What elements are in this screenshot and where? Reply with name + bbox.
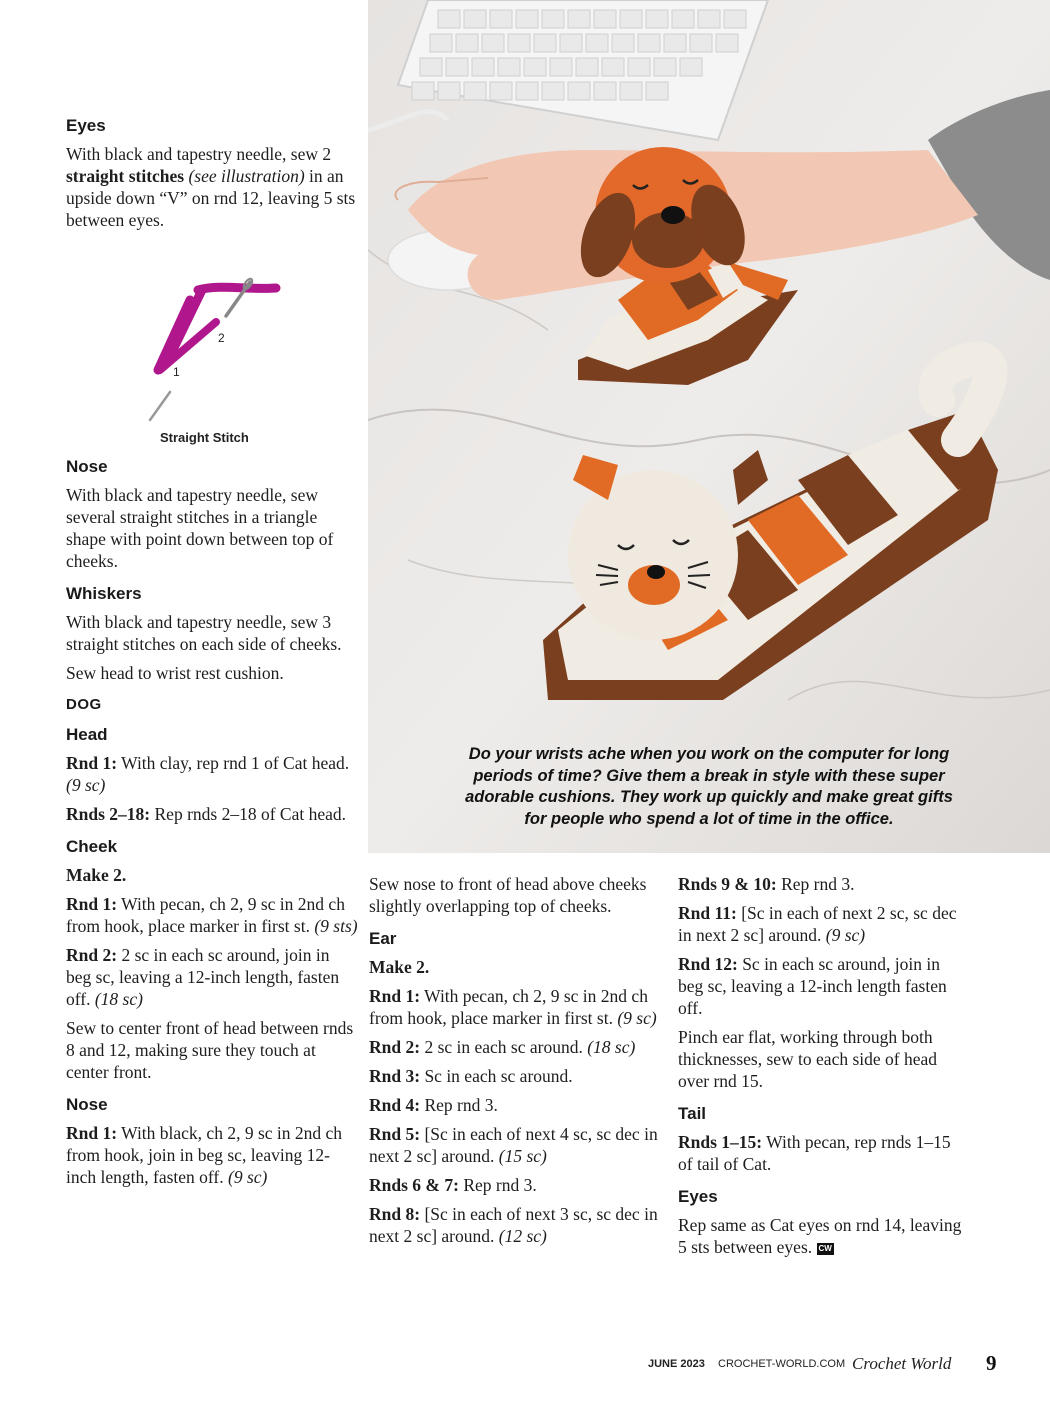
rnd-text: Sc in each sc around, join in beg sc, leaving a 12-inch length fasten off. <box>678 954 947 1018</box>
rnd-text: With pecan, rep rnds 1–15 of tail of Cat. <box>678 1132 951 1174</box>
middle-column <box>369 873 659 1254</box>
rnd-text: Rep rnd 3. <box>420 1095 498 1115</box>
eyes-text-italic: (see illustration) <box>184 166 305 186</box>
ear-rnd-12 <box>678 953 964 1019</box>
caption-line: for people who spend a lot of time in the office. <box>524 809 894 828</box>
eyes-text-bold: straight stitches <box>66 166 185 186</box>
straight-stitch-diagram <box>130 270 310 450</box>
sew-head-text: Sew head to wrist rest cushion. <box>66 663 284 683</box>
eyes-text <box>66 143 358 231</box>
nose-text: With black and tapestry needle, sew several straight stitches in a triangle shape with point down between top of cheeks. <box>66 485 334 571</box>
ear-rnd-1 <box>369 985 659 1029</box>
ear-rnd-5 <box>369 1123 659 1167</box>
page-number: 9 <box>986 1351 997 1375</box>
rnd-label: Rnd 1: <box>369 986 421 1006</box>
dog-eyes-text <box>678 1214 964 1258</box>
dog-heading: DOG <box>66 696 102 713</box>
footer-magazine: Crochet World <box>852 1354 952 1373</box>
rnd-label: Rnds 2–18: <box>66 804 151 824</box>
rnd-label: Rnd 4: <box>369 1095 421 1115</box>
whiskers-heading: Whiskers <box>66 584 142 603</box>
ear-rnd-11 <box>678 902 964 946</box>
rnd-count: (9 sc) <box>66 775 106 795</box>
ear-rnds-9-10 <box>678 873 964 895</box>
ear-rnds-6-7 <box>369 1174 659 1196</box>
rnd-text: With pecan, ch 2, 9 sc in 2nd ch from hook, place marker in first st. <box>66 894 345 936</box>
rnd-count: (9 sc) <box>617 1008 657 1028</box>
eyes-heading: Eyes <box>66 116 106 135</box>
page-footer <box>0 1353 1050 1377</box>
left-column <box>66 116 358 238</box>
rnd-count: (12 sc) <box>498 1226 547 1246</box>
rnd-label: Rnd 8: <box>369 1204 421 1224</box>
footer-date: JUNE 2023 <box>648 1358 705 1370</box>
cheek-rnd-2 <box>66 944 358 1010</box>
dog-nose-rnd-1 <box>66 1122 358 1188</box>
rnd-text: 2 sc in each sc around, join in beg sc, leaving a 12-inch length, fasten off. <box>66 945 340 1009</box>
head-rnds-2-18 <box>66 803 358 825</box>
rnd-count: (9 sc) <box>228 1167 268 1187</box>
footer-site[interactable]: CROCHET-WORLD.COM <box>718 1358 846 1370</box>
rnd-count: (15 sc) <box>498 1146 547 1166</box>
stitch-label-2: 2 <box>218 331 225 345</box>
ear-make: Make 2. <box>369 957 430 977</box>
caption-line: periods of time? Give them a break in style with these super <box>473 766 945 785</box>
ear-heading: Ear <box>369 929 397 948</box>
rnd-text: Rep rnd 3. <box>776 874 855 894</box>
rnd-text: Sc in each sc around. <box>420 1066 573 1086</box>
cheek-rnd-1 <box>66 893 358 937</box>
rnd-text: Rep rnd 3. <box>458 1175 537 1195</box>
rnd-count: (9 sc) <box>825 925 866 945</box>
nose-heading: Nose <box>66 457 108 476</box>
dog-nose-heading: Nose <box>66 1095 108 1114</box>
cheek-heading: Cheek <box>66 837 118 856</box>
cw-end-badge: CW <box>818 1244 832 1253</box>
rnd-text: With clay, rep rnd 1 of Cat head. <box>117 753 350 773</box>
eyes-text: Rep same as Cat eyes on rnd 14, leaving 5 sts between eyes. <box>678 1215 962 1257</box>
cheek-make: Make 2. <box>66 865 127 885</box>
rnd-count: (9 sts) <box>314 916 358 936</box>
rnd-label: Rnd 3: <box>369 1066 421 1086</box>
caption-line: Do your wrists ache when you work on the computer for long <box>468 745 950 763</box>
pinch-ear-text: Pinch ear flat, working through both thicknesses, sew to each side of head over rnd 15. <box>678 1027 938 1091</box>
rnd-text: With black, ch 2, 9 sc in 2nd ch from hook, join in beg sc, leaving 12-inch length, fasten off. <box>66 1123 343 1187</box>
cheek-sew-text: Sew to center front of head between rnds 8 and 12, making sure they touch at center front. <box>66 1018 354 1082</box>
rnd-label: Rnd 5: <box>369 1124 421 1144</box>
rnd-label: Rnds 1–15: <box>678 1132 763 1152</box>
ear-rnd-3 <box>369 1065 659 1087</box>
straight-stitch-illustration <box>130 270 310 450</box>
rnd-label: Rnd 12: <box>678 954 738 974</box>
ear-rnd-8 <box>369 1203 659 1247</box>
dog-eyes-heading: Eyes <box>678 1187 718 1206</box>
rnd-label: Rnd 1: <box>66 753 118 773</box>
rnd-label: Rnd 1: <box>66 894 118 914</box>
rnd-label: Rnds 6 & 7: <box>369 1175 459 1195</box>
tail-rnds-1-15 <box>678 1131 964 1175</box>
illustration-caption: Straight Stitch <box>160 430 249 445</box>
rnd-label: Rnds 9 & 10: <box>678 874 777 894</box>
head-rnd-1 <box>66 752 358 796</box>
eyes-text-1: With black and tapestry needle, sew 2 <box>66 144 332 164</box>
photo-illustration <box>368 0 1050 853</box>
rnd-text: [Sc in each of next 4 sc, sc dec in next 2 sc] around. <box>369 1124 658 1166</box>
caption-line: adorable cushions. They work up quickly and make great gifts <box>465 788 953 806</box>
rnd-label: Rnd 1: <box>66 1123 118 1143</box>
tail-heading: Tail <box>678 1104 707 1123</box>
stitch-label-1: 1 <box>173 365 180 379</box>
right-column <box>678 873 964 1265</box>
head-heading: Head <box>66 725 108 744</box>
rnd-text: With pecan, ch 2, 9 sc in 2nd ch from hook, place marker in first st. <box>369 986 648 1028</box>
cushions-photo <box>368 0 1050 853</box>
rnd-text: [Sc in each of next 2 sc, sc dec in next 2 sc] around. <box>678 903 957 945</box>
rnd-text: 2 sc in each sc around. <box>420 1037 588 1057</box>
ear-rnd-4 <box>369 1094 659 1116</box>
left-column-2 <box>66 457 358 1195</box>
eyes-text-2: in an upside down “V” on rnd 12, leaving 5 sts between eyes. <box>66 166 356 230</box>
rnd-count: (18 sc) <box>94 989 143 1009</box>
rnd-label: Rnd 11: <box>678 903 737 923</box>
rnd-label: Rnd 2: <box>369 1037 421 1057</box>
rnd-text: [Sc in each of next 3 sc, sc dec in next 2 sc] around. <box>369 1204 658 1246</box>
ear-rnd-2 <box>369 1036 659 1058</box>
rnd-count: (18 sc) <box>587 1037 636 1057</box>
whiskers-text: With black and tapestry needle, sew 3 straight stitches on each side of cheeks. <box>66 612 342 654</box>
photo-caption <box>368 744 1050 830</box>
rnd-label: Rnd 2: <box>66 945 118 965</box>
sew-nose-text: Sew nose to front of head above cheeks slightly overlapping top of cheeks. <box>369 874 647 916</box>
rnd-text: Rep rnds 2–18 of Cat head. <box>150 804 346 824</box>
